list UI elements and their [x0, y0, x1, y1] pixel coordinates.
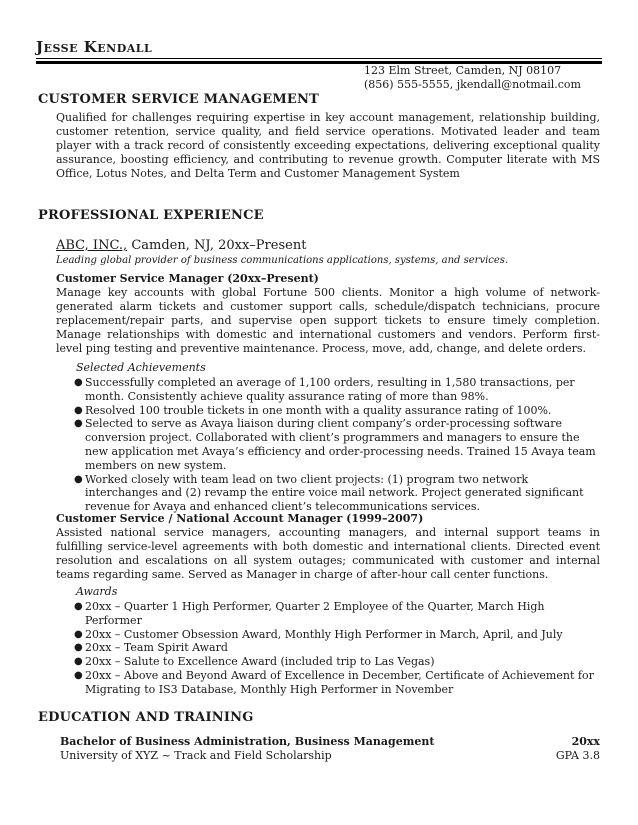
gpa: GPA 3.8	[555, 749, 600, 762]
degree-year: 20xx	[571, 735, 600, 748]
list-item: ● 20xx – Salute to Excellence Award (included trip to Las Vegas)	[74, 655, 435, 669]
address: 123 Elm Street, Camden, NJ 08107	[364, 64, 562, 77]
company-line	[56, 238, 306, 253]
profile-summary: Qualified for challenges requiring expertise in key account management, relationship building, customer retention, service quality, and field service operations. Motivated leader and team player with a track record of consistently exceeding expectations, delivering exceptional quality assurance, boosting efficiency, and contributing to revenue growth. Computer literate with MS Office, Lotus Notes, and Delta Term and Customer Management System	[56, 111, 600, 180]
list-item: ● 20xx – Customer Obsession Award, Monthly High Performer in March, April, and July	[74, 627, 563, 641]
bullet-icon: ●	[74, 601, 83, 612]
list-item: ● Worked closely with team lead on two client projects: (1) program two network interchanges and (2) revamp the entire voice mail network. Project generated significant revenue for Avaya and enhanced client’s telecommunications services.	[74, 472, 584, 514]
list-item: ● 20xx – Above and Beyond Award of Excellence in December, Certificate of Achievement for Migrating to IS3 Database, Monthly High Performer in November	[74, 668, 594, 696]
education-heading: EDUCATION AND TRAINING	[38, 710, 254, 725]
company-name: ABC, INC.,	[56, 238, 128, 253]
candidate-name: Jesse Kendall	[36, 38, 153, 56]
list-item: ● 20xx – Team Spirit Award	[74, 641, 228, 655]
school: University of XYZ ~ Track and Field Scholarship	[60, 749, 332, 762]
list-item: ● Resolved 100 trouble tickets in one month with a quality assurance rating of 100%.	[74, 403, 552, 417]
job1-title: Customer Service Manager (20xx–Present)	[56, 272, 319, 285]
job2-title: Customer Service / National Account Manager (1999–2007)	[56, 512, 424, 525]
achievements-list	[72, 376, 600, 514]
bullet-icon: ●	[74, 418, 83, 430]
bullet-icon: ●	[74, 628, 83, 640]
contact-block	[364, 64, 581, 92]
degree: Bachelor of Business Administration, Business Management	[60, 735, 435, 748]
bullet-icon: ●	[74, 656, 83, 668]
experience-heading: PROFESSIONAL EXPERIENCE	[38, 208, 264, 223]
bullet-icon: ●	[74, 642, 83, 654]
header-rule-thin	[36, 58, 602, 59]
company-tagline: Leading global provider of business communications applications, systems, and services.	[56, 255, 509, 266]
bullet-icon: ●	[74, 404, 83, 416]
phone-email: (856) 555-5555, jkendall@notmail.com	[364, 78, 581, 91]
company-location: Camden, NJ, 20xx–Present	[127, 238, 307, 253]
bullet-icon: ●	[74, 377, 83, 388]
bullet-icon: ●	[74, 669, 83, 681]
profile-heading: CUSTOMER SERVICE MANAGEMENT	[38, 92, 319, 107]
job2-description: Assisted national service managers, accounting managers, and internal support teams in fulfilling service-level agreements with both domestic and international clients. Directed event resolution and escalations on all system outages; communicated with customer and internal teams regarding same. Served as Manager in charge of after-hour call center functions.	[56, 526, 600, 581]
list-item: ● 20xx – Quarter 1 High Performer, Quarter 2 Employee of the Quarter, March High Performer	[74, 600, 545, 627]
list-item: ● Successfully completed an average of 1,100 orders, resulting in 1,580 transactions, per month. Consistently achieve quality assurance rating of more than 98%.	[74, 376, 575, 403]
job1-description: Manage key accounts with global Fortune 500 clients. Monitor a high volume of network-generated alarm tickets and customer support calls, schedule/dispatch technicians, procure replacement/repair parts, and supervise open support tickets to ensure timely completion. Manage relationships with domestic and international customers and vendors. Perform first-level ping testing and preventive maintenance. Process, move, add, change, and delete orders.	[56, 286, 600, 355]
achievements-label: Selected Achievements	[76, 361, 206, 374]
awards-label: Awards	[76, 585, 118, 598]
awards-list	[72, 600, 600, 697]
bullet-icon: ●	[74, 473, 83, 485]
list-item: ● Selected to serve as Avaya liaison during client company’s order-processing software conversion project. Collaborated with client’s programmers and managers to ensure the new application met Avaya’s efficiency and order-processing needs. Trained 15 Avaya team members on new system.	[74, 417, 596, 472]
